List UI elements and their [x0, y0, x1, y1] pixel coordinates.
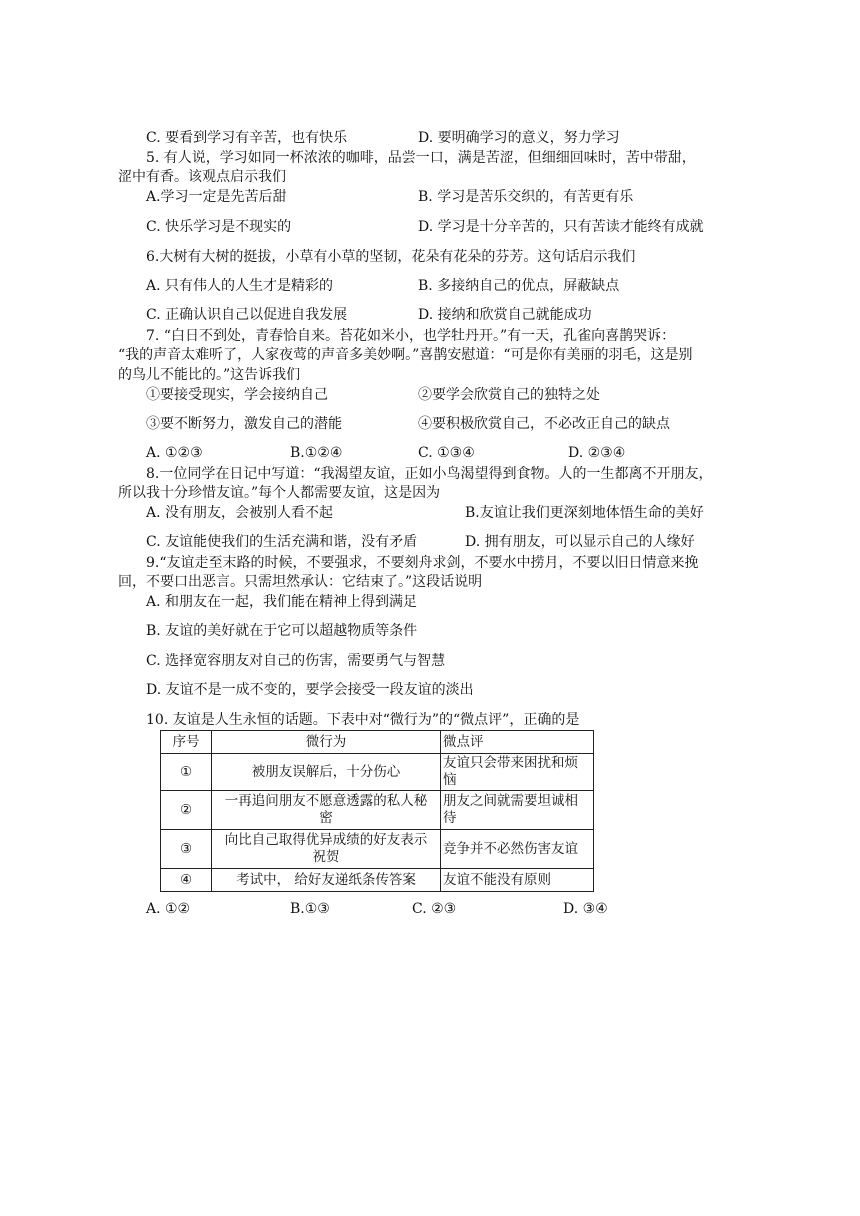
q10-option-a: A. ①② [146, 901, 191, 917]
row-behavior-line1: 向比自己取得优异成绩的好友表示 [224, 832, 428, 848]
q10-table [160, 730, 594, 892]
row-behavior-line2: 祝贺 [312, 849, 340, 865]
q10-option-b: B.①③ [290, 901, 330, 917]
q8-option-d: D. 拥有朋友，可以显示自己的人缘好 [465, 534, 695, 550]
row-behavior-line1: 一再追问朋友不愿意透露的私人秘 [224, 793, 428, 809]
q4-option-d: D. 要明确学习的意义，努力学习 [418, 130, 620, 146]
row-behavior [212, 830, 441, 869]
q8-stem-line2: 所以我十分珍惜友谊。”每个人都需要友谊，这是因为 [118, 485, 441, 501]
q5-stem-line2: 涩中有香。该观点启示我们 [118, 169, 286, 185]
q9-option-b: B. 友谊的美好就在于它可以超越物质等条件 [146, 623, 418, 639]
table-header-row [161, 731, 594, 754]
q8-option-a: A. 没有朋友，会被别人看不起 [146, 505, 334, 521]
q7-item-4: ④要积极欣赏自己，不必改正自己的缺点 [418, 416, 670, 432]
row-behavior [212, 754, 441, 791]
table-row [161, 754, 594, 791]
row-number: ① [161, 754, 212, 791]
q8-option-b: B.友谊让我们更深刻地体悟生命的美好 [465, 505, 704, 521]
table-header-comment: 微点评 [441, 731, 594, 754]
row-comment-line1: 友谊只会带来困扰和烦 [443, 755, 578, 771]
row-comment [441, 754, 594, 791]
row-comment [441, 791, 594, 830]
q9-stem-line1: 9.“友谊走至末路的时候，不要强求，不要刻舟求剑，不要水中捞月，不要以旧日情意来挽 [146, 555, 699, 571]
row-behavior-line2: 密 [319, 810, 333, 826]
q10-stem: 10. 友谊是人生永恒的话题。下表中对“微行为”的“微点评”，正确的是 [146, 712, 580, 728]
row-comment-line2: 恼 [443, 772, 457, 788]
q9-stem-line2: 回，不要口出恶言。只需坦然承认：它结束了。”这段话说明 [118, 574, 483, 590]
q9-option-a: A. 和朋友在一起，我们能在精神上得到满足 [146, 594, 418, 610]
table-row [161, 830, 594, 869]
q7-stem-line2: “我的声音太难听了，人家夜莺的声音多美妙啊。”喜鹊安慰道：“可是你有美丽的羽毛，这是别 [118, 347, 693, 363]
q5-option-a: A.学习一定是先苦后甜 [146, 189, 287, 205]
q4-option-c: C. 要看到学习有辛苦，也有快乐 [146, 130, 348, 146]
table-row [161, 869, 594, 892]
row-comment-line1: 友谊不能没有原则 [443, 871, 551, 888]
table-header-behavior: 微行为 [212, 731, 441, 754]
q5-option-d: D. 学习是十分辛苦的，只有苦读才能终有成就 [418, 219, 704, 235]
q5-stem-line1: 5. 有人说，学习如同一杯浓浓的咖啡，品尝一口，满是苦涩，但细细回味时，苦中带甜， [146, 150, 696, 166]
q7-item-3: ③要不断努力，激发自己的潜能 [146, 416, 342, 432]
row-number: ③ [161, 830, 212, 869]
q7-option-c: C. ①③④ [418, 445, 475, 461]
q7-option-d: D. ②③④ [568, 445, 626, 461]
q6-option-b: B. 多接纳自己的优点，屏蔽缺点 [418, 278, 620, 294]
row-number: ② [161, 791, 212, 830]
q7-stem-line1: 7. “白日不到处，青春恰自来。苔花如米小，也学牡丹开。”有一天，孔雀向喜鹊哭诉： [146, 328, 676, 344]
row-behavior [212, 869, 441, 892]
q10-option-d: D. ③④ [563, 901, 608, 917]
q7-stem-line3: 的鸟儿不能比的。”这告诉我们 [118, 367, 301, 383]
row-comment [441, 869, 594, 892]
row-behavior-line1: 考试中， 给好友递纸条传答案 [236, 871, 416, 888]
q9-option-c: C. 选择宽容朋友对自己的伤害，需要勇气与智慧 [146, 653, 446, 669]
q7-item-1: ①要接受现实，学会接纳自己 [146, 387, 328, 403]
q10-option-c: C. ②③ [412, 901, 457, 917]
q6-option-c: C. 正确认识自己以促进自我发展 [146, 307, 348, 323]
row-behavior [212, 791, 441, 830]
row-comment [441, 830, 594, 869]
q7-option-a: A. ①②③ [146, 445, 203, 461]
row-behavior-line1: 被朋友误解后，十分伤心 [251, 763, 401, 780]
row-comment-line1: 朋友之间就需要坦诚相 [443, 793, 578, 809]
q5-option-b: B. 学习是苦乐交织的，有苦更有乐 [418, 189, 634, 205]
q5-option-c: C. 快乐学习是不现实的 [146, 219, 292, 235]
row-comment-line1: 竞争并不必然伤害友谊 [443, 840, 578, 857]
q7-option-b: B.①②④ [290, 445, 343, 461]
q7-item-2: ②要学会欣赏自己的独特之处 [418, 387, 600, 403]
q6-stem: 6.大树有大树的挺拔，小草有小草的坚韧，花朵有花朵的芬芳。这句话启示我们 [146, 249, 636, 265]
q8-option-c: C. 友谊能使我们的生活充满和谐，没有矛盾 [146, 534, 418, 550]
q8-stem-line1: 8.一位同学在日记中写道：“我渴望友谊，正如小鸟渴望得到食物。人的一生都离不开朋友， [146, 466, 713, 482]
table-row [161, 791, 594, 830]
q6-option-d: D. 接纳和欣赏自己就能成功 [418, 307, 592, 323]
table-header-no: 序号 [161, 731, 212, 754]
q9-option-d: D. 友谊不是一成不变的，要学会接受一段友谊的淡出 [146, 682, 474, 698]
q6-option-a: A. 只有伟人的人生才是精彩的 [146, 278, 334, 294]
row-number: ④ [161, 869, 212, 892]
row-comment-line2: 待 [443, 810, 457, 826]
